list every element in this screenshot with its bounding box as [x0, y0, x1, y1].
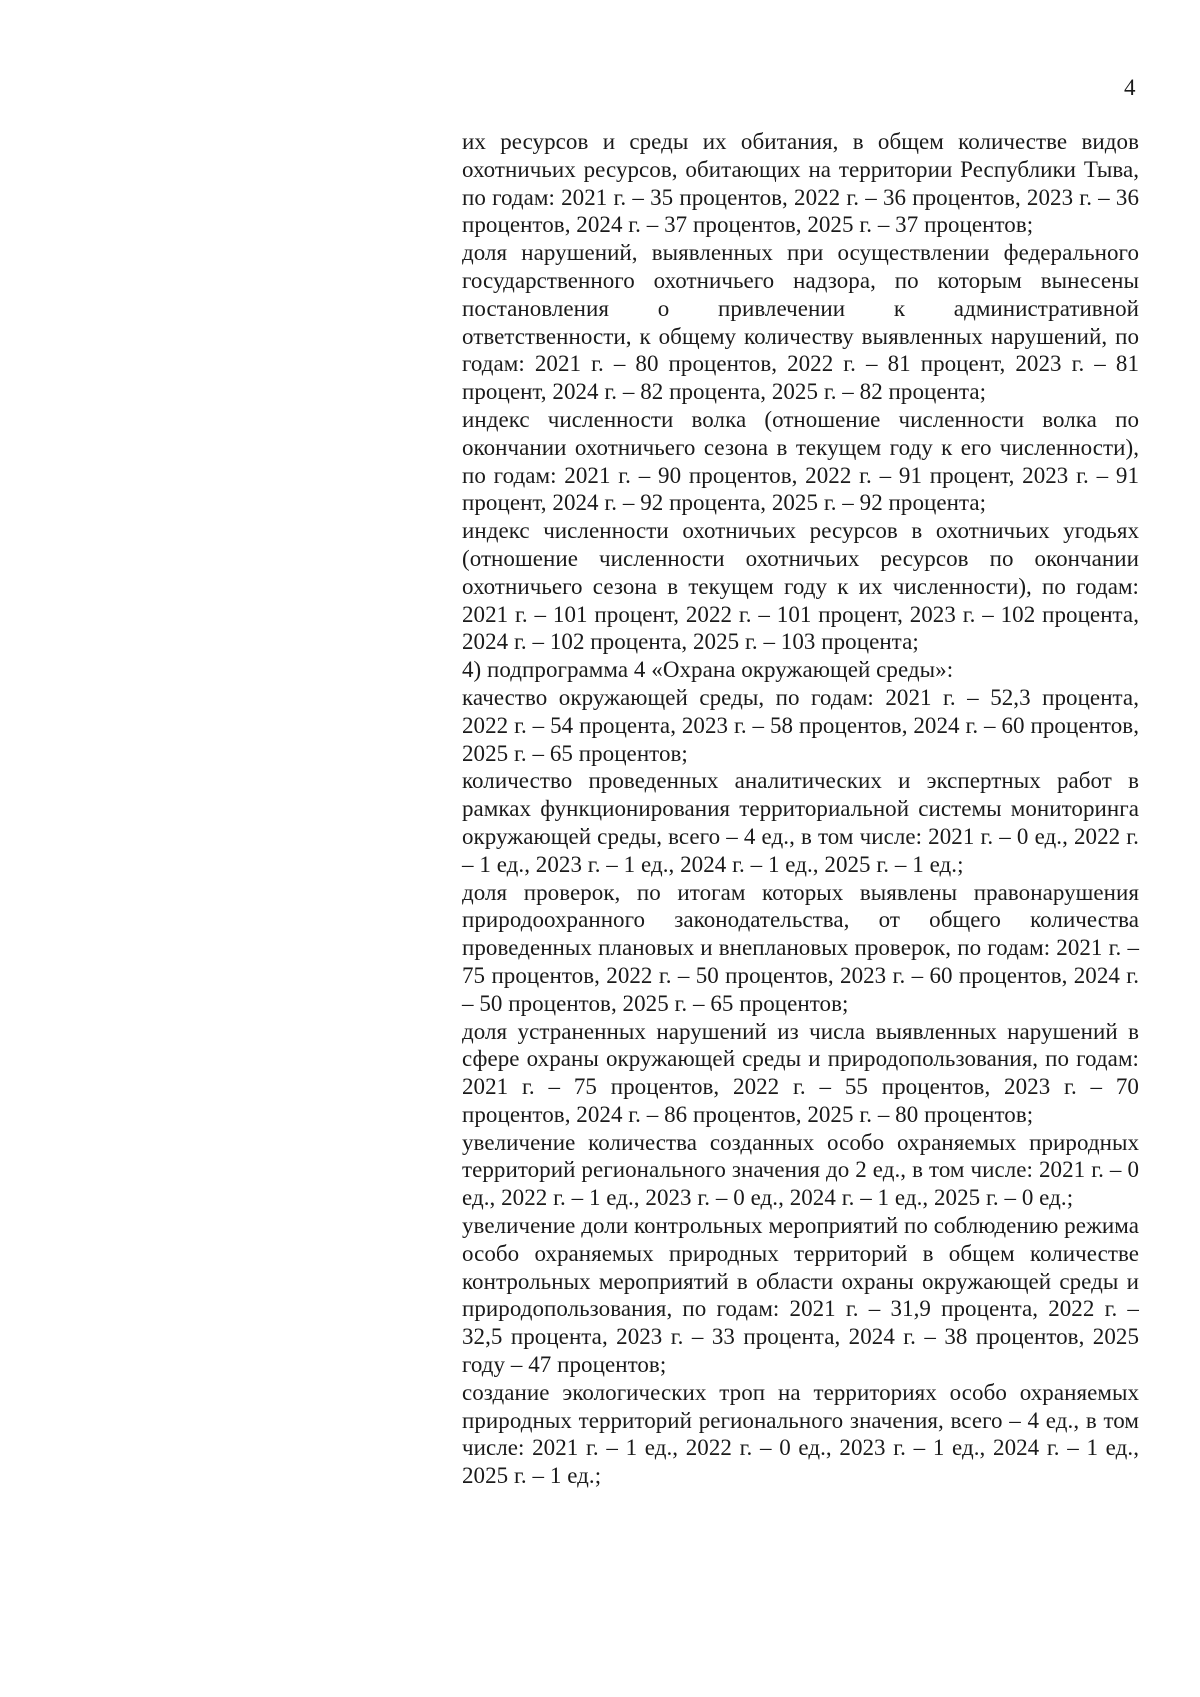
page-number: 4 — [1124, 75, 1136, 100]
paragraph-eliminated-violations: доля устраненных нарушений из числа выявленных нарушений в сфере охраны окружающей среды и природопользования, по годам: 2021 г. – 75 процентов, 2022 г. – 55 процентов, 2023 г. – 70 процентов, 2024 г. – 86 процентов, 2025 г. – 80 процентов; — [462, 1018, 1139, 1127]
subprogram-4-heading: 4) подпрограмма 4 «Охрана окружающей среды»: — [462, 657, 954, 683]
paragraph-control-measures: увеличение доли контрольных мероприятий по соблюдению режима особо охраняемых природных территорий в общем количестве контрольных мероприятий в области охраны окружающей среды и природопользования, по годам: 2021 г. – 31,9 процента, 2022 г. – 32,5 процента, 2023 г. – 33 процента, 2024 г. – 38 процентов, 2025 году – 47 процентов; — [462, 1213, 1139, 1378]
paragraph-hunting-resources-index: индекс численности охотничьих ресурсов в охотничьих угодьях (отношение численности охотничьих ресурсов по окончании охотничьего сезона в текущем году к их численности), по годам: 2021 г. – 101 процент, 2022 г. – 101 процент, 2023 г. – 102 процента, 2024 г. – 102 процента, 2025 г. – 103 процента; — [462, 518, 1139, 655]
paragraph-ecological-trails: создание экологических троп на территориях особо охраняемых природных территорий регионального значения, всего – 4 ед., в том числе: 2021 г. – 1 ед., 2022 г. – 0 ед., 2023 г. – 1 ед., 2024 г. – 1 ед., 2025 г. – 1 ед.; — [462, 1379, 1139, 1489]
paragraph-protected-areas: увеличение количества созданных особо охраняемых природных территорий регионального значения до 2 ед., в том числе: 2021 г. – 0 ед., 2022 г. – 1 ед., 2023 г. – 0 ед., 2024 г. – 1 ед., 2025 г. – 0 ед.; — [462, 1129, 1139, 1211]
paragraph-wolf-index: индекс численности волка (отношение численности волка по окончании охотничьего сезона в текущем году к его численности), по годам: 2021 г. – 90 процентов, 2022 г. – 91 процент, 2023 г. – 91 процент, 2024 г. – 92 процента, 2025 г. – 92 процента; — [462, 406, 1139, 516]
paragraph-hunting-resources-share: их ресурсов и среды их обитания, в общем количестве видов охотничьих ресурсов, обитающих на территории Республики Тыва, по годам: 2021 г. – 35 процентов, 2022 г. – 36 процентов, 2023 г. – 36 процентов, 2024 г. – 37 процентов, 2025 г. – 37 процентов; — [462, 129, 1139, 238]
paragraph-inspections-share: доля проверок, по итогам которых выявлены правонарушения природоохранного законодательства, от общего количества проведенных плановых и внеплановых проверок, по годам: 2021 г. – 75 процентов, 2022 г. – 50 процентов, 2023 г. – 60 процентов, 2024 г. – 50 процентов, 2025 г. – 65 процентов; — [462, 879, 1139, 1016]
paragraph-violations-share: доля нарушений, выявленных при осуществлении федерального государственного охотничьего надзора, по которым вынесены постановления о привлечении к административной ответственности, к общему количеству выявленных нарушений, по годам: 2021 г. – 80 процентов, 2022 г. – 81 процент, 2023 г. – 81 процент, 2024 г. – 82 процента, 2025 г. – 82 процента; — [462, 240, 1139, 405]
paragraph-environment-quality: качество окружающей среды, по годам: 2021 г. – 52,3 процента, 2022 г. – 54 процента, 2023 г. – 58 процентов, 2024 г. – 60 процентов, 2025 г. – 65 процентов; — [462, 684, 1139, 766]
paragraph-monitoring-works: количество проведенных аналитических и экспертных работ в рамках функционирования территориальной системы мониторинга окружающей среды, всего – 4 ед., в том числе: 2021 г. – 0 ед., 2022 г. – 1 ед., 2023 г. – 1 ед., 2024 г. – 1 ед., 2025 г. – 1 ед.; — [462, 768, 1139, 877]
document-body — [462, 128, 1139, 1490]
